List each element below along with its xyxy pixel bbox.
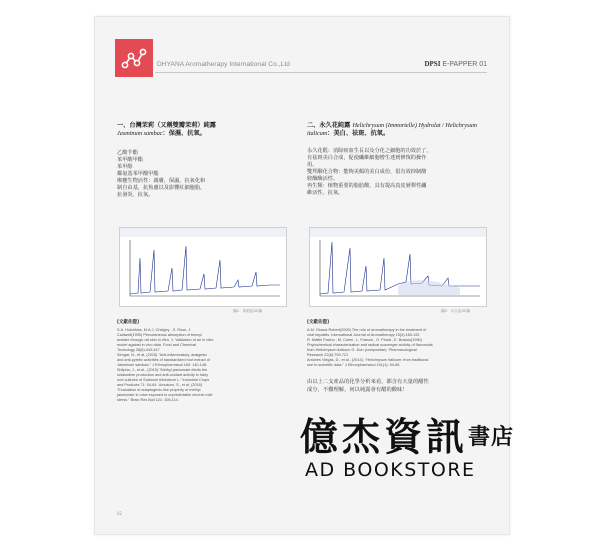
closing-line: 由以上二支產品的化學分析來看，都含有大量的醋性 (307, 379, 429, 385)
right-references (307, 328, 433, 368)
bookstore-watermark-en: AD BOOKSTORE (305, 459, 476, 481)
component-item: 苯甲酸甲酯 (117, 157, 143, 163)
reference-line: from Helichrysum italicum G. Don (compositae). Pharmacological (307, 348, 417, 352)
reference-line: Caldwell(1990) Percutaneous absorption of benzyl (117, 333, 202, 337)
reference-line: solasodine production and anti-oxidant activity in hairy (117, 373, 208, 377)
right-chart-caption: 圖2：永久花GC圖 (441, 309, 471, 313)
right-heading-suffix: ：美白、祛斑、抗氧。 (327, 130, 390, 137)
right-heading-latin: Helichrysum (Immortelle) Hydrolat / Helichrysum italicum (307, 122, 477, 137)
closing-paragraph (307, 379, 497, 394)
reference-line: "Evaluation of adaptogenic-like property of methyl (117, 388, 201, 392)
issue-number: E-PAPPER 01 (442, 61, 487, 68)
watermark-small-text: 書店 (468, 424, 515, 450)
left-references (117, 328, 213, 403)
reference-line: Antunes Viegas, D., et al., (2014). "Helichrysum italicum: from traditional (307, 358, 429, 362)
header-rule (155, 72, 487, 73)
chromatogram-graphic (310, 228, 486, 306)
reference-line: acetate through rat skin in vitro. 1. Validation of an in vitro (117, 338, 214, 342)
chromatogram-graphic (120, 228, 286, 306)
brand-name: DHYANA Aromatherapy International Co.,Ltd (157, 61, 290, 68)
left-gc-chart (119, 227, 287, 307)
bookstore-watermark-cn (300, 406, 514, 461)
closing-line: 成分，不難理解，何以純露會有醋的酸味！ (307, 386, 408, 393)
description-line: 維活性、抗氧。 (307, 190, 344, 196)
issue-label (424, 60, 487, 68)
right-heading (307, 122, 495, 138)
description-line: 再生類：植物重要的脂肪酸，具有提高真皮層彈性纖 (307, 183, 427, 189)
right-section (307, 122, 495, 197)
reference-line: Research 22(6):709-721 (307, 353, 349, 357)
component-item: 苯甲醇 (117, 164, 133, 170)
reference-line: A.M. Giraud-Robert(2005) The role of aromatherapy in the treatment of (307, 328, 427, 332)
left-heading-title: 一、台灣茉莉（又稱雙瓣茉莉）純露 (117, 122, 216, 129)
description-line: 胺酶酶活性。 (307, 176, 339, 182)
right-description (307, 148, 495, 197)
reference-line: S.A. Hotchkiss, M.A.J. Chidgey , S. Rose, J. (117, 328, 192, 332)
reference-line: model against in vivo data. Food and Chemical (117, 343, 196, 347)
description-line: 永久花醛：消除瘀血生長以及分化之細胞的功效於了， (307, 148, 432, 154)
reference-line: Sengar, N., et al, (2015) "Anti-inflammatory, analgesic (117, 353, 208, 357)
component-item: 乙酸苄酯 (117, 150, 138, 156)
left-chart-caption: 圖1：茉莉花GC圖 (233, 309, 263, 313)
reference-line: viral hepatitis. International Journal of Aromatherapy 15(4):183-192 (307, 333, 420, 337)
description-line: 用。 (307, 162, 318, 168)
brand-logo (115, 39, 153, 77)
reference-line: use to scientific data." J Ethnopharmacol 151(1): 54-65. (307, 363, 401, 367)
left-heading-latin: Jasminum sambac (117, 130, 163, 137)
property-line: 療癒生物活性：親膚，保濕，抗氧化和 (117, 178, 206, 184)
right-heading-title: 二、永久花純露 (307, 122, 353, 129)
right-ref-title: [文獻佐證] (307, 320, 330, 325)
reference-line: stress." Brain Res Bull 121: 105-114. (117, 398, 179, 402)
component-item: 鄰氨基苯甲酸甲酯 (117, 171, 159, 177)
reference-line: jasmonate in mice exposed to unpredictable chronic mild (117, 393, 213, 397)
left-components (117, 150, 297, 199)
reference-line: Shilpha, J., et al., (2015) "Methyl jasmonate elicits the (117, 368, 208, 372)
watermark-main-text: 億杰資訊 (300, 415, 469, 459)
reference-line: Jasminum sambac." J Ethnopharmacol 160: 140-148. (117, 363, 208, 367)
left-section (117, 122, 297, 199)
property-line: 抗發炎、抗氧。 (117, 192, 154, 198)
description-line: 有祛斑美白合成，促使纖維細胞增生達到修復的操作 (307, 155, 427, 161)
molecule-icon (115, 39, 153, 77)
reference-line: and anti-pyretic activities of standardized root extract of (117, 358, 210, 362)
series-code: DPSI (424, 60, 441, 68)
left-heading-suffix: ：保濕、抗氧。 (162, 130, 206, 137)
reference-line: Toxicology 28(6):443-447 (117, 348, 160, 352)
reference-line: Phytochemical characterization and radical scavenger activity of flavonoids (307, 343, 433, 347)
page-number: 02 (117, 511, 123, 516)
description-line: 雙羥酮化合物：能夠美顏的美白成份，很有效抑制酪 (307, 169, 427, 175)
reference-line: and Products 71: 54-64. Umukoro, S., et al, (2018) (117, 383, 203, 387)
property-line: 制自由基，抗焦慮以及影響紅細胞脂， (117, 185, 206, 191)
left-ref-title: [文獻佐證] (117, 320, 140, 325)
left-heading (117, 122, 297, 138)
reference-line: R. Maffei Facino , M. Carini , L. Franzoi , O. Pirola , E. Bosisio(1990) (307, 338, 422, 342)
right-gc-chart (309, 227, 487, 307)
reference-line: root cultures of Solanum trilobatum L." Industrial Crops (117, 378, 210, 382)
